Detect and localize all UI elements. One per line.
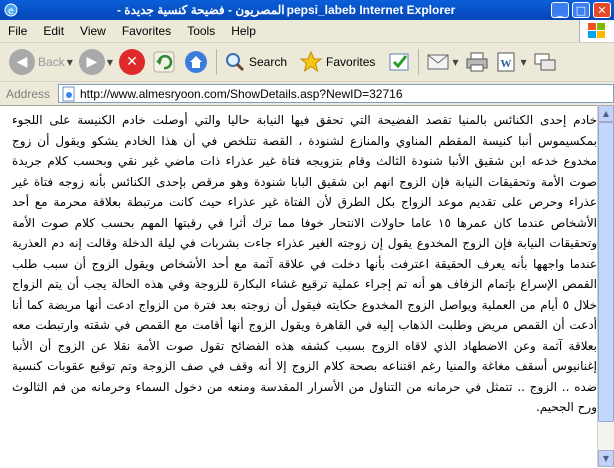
- toolbar-separator: [216, 49, 217, 75]
- forward-dropdown-icon[interactable]: ▼: [106, 57, 113, 67]
- address-input[interactable]: [58, 84, 614, 103]
- history-button[interactable]: [384, 46, 414, 78]
- favorites-button[interactable]: [296, 46, 378, 78]
- window-title-arabic: المصريون - فضيحة كنسية جديدة -: [113, 3, 285, 17]
- vertical-scrollbar[interactable]: [597, 105, 614, 467]
- search-icon: [224, 51, 246, 73]
- ie-logo-icon: [4, 3, 18, 17]
- history-icon: [387, 50, 411, 74]
- search-button[interactable]: [221, 46, 290, 78]
- page-content: [0, 105, 597, 468]
- print-icon: [465, 51, 489, 73]
- menu-favorites[interactable]: Favorites: [121, 24, 172, 38]
- maximize-button[interactable]: □: [572, 2, 590, 18]
- home-icon: [183, 49, 209, 75]
- favorites-label: Favorites: [326, 55, 376, 69]
- address-url: http://www.almesryoon.com/ShowDetails.asp?NewID=32716: [80, 86, 403, 101]
- back-arrow-icon: ◀: [9, 49, 35, 75]
- window-title-main: pepsi_labeb Internet Explorer: [286, 3, 456, 17]
- menu-view[interactable]: View: [80, 24, 106, 38]
- article-body: [12, 110, 597, 418]
- refresh-icon: [151, 49, 177, 75]
- title-bar: [0, 0, 614, 20]
- svg-text:e: e: [7, 6, 15, 17]
- menu-file[interactable]: File: [8, 24, 28, 38]
- scroll-down-icon[interactable]: ▼: [598, 450, 614, 467]
- mail-icon: [426, 51, 450, 73]
- address-bar: [0, 81, 614, 105]
- windows-logo-throbber: [579, 20, 614, 42]
- toolbar-separator: [418, 49, 419, 75]
- toolbar: [0, 43, 614, 81]
- menu-edit[interactable]: Edit: [43, 24, 65, 38]
- refresh-button[interactable]: [148, 46, 180, 78]
- back-dropdown-icon[interactable]: ▼: [66, 57, 73, 67]
- mail-button[interactable]: [423, 46, 461, 78]
- window-title: [18, 3, 551, 17]
- back-label: Back: [38, 55, 65, 69]
- svg-text:W: W: [500, 58, 512, 70]
- article-text: خادم إحدى الكنائس بالمنيا تقصد الفضيحة التي تحقق فيها النيابة حاليا والتي أوصلت خادم الكنيسة على اللجوء بمكسيموس أنبا كنيسة المقطم المناوي والمنازع لشنودة ، القصة تتلخص في أن هذا الخادم يشكو ويقول أن زوج مخدوع خدعه ابن شقيق الأنبا شنودة الثالث وقام بتزويجه فتاة غير عذراء ذات ماضي غير نقي وبحسب كلام جريدة صوت الأمة وتحقيقات النيابة فإن الزوج انهم ابن شقيق البابا شنودة وهو مرقص بإحدى الكنائس بأنه زوجه فتاة غير عذراء وحرص على تقديم موعد الزواج بكل الطرق لأن الفتاة غير عذراء حيث كانت مرتبطة بعلاقة محرمة مع أحد الأشخاص عندما كان عمرها ١٥ عاما حاولات الانتحار خوفا مما ترك أثرا في رقبتها المهم بحسب كلام صوت الأمة وتحقيقات النيابة فإن الزوج المخدوع يقول إن زوجته الغير عذراء جاءت بشربات في ليلة الدخلة وقالت إنه دم العذرية عندما واجهها بأنه يعرف الحقيقة اعترفت بأنها دخلت في علاقة آثمة مع أحد الأشخاص ويقول الزوج أن سبب طلب القمص الإسراع بإتمام الزفاف هو أنه تم إجراء عملية ترقيع غشاء البكارة للزوجة وفي هذه الحالة يجب أن يتم الزواج خلال ٥ أيام من العملية ويواصل الزوج المخدوع حكايته فيقول أن زوجته بعد فترة من الزواج ادعت أنها مريضة كما أنا أدعت أن القمص مريض وطلبت الذهاب إليه في القاهرة ويقول الزوج أنها أقامت مع القمص في شقته وارتبطت معه بعلاقة آثمة وعن الاضطهاد الذي لاقاه الزوج بسبب كشفه هذه الفضائح تقول صوت الأمة نقلا عن الزوج أن الأنبا إغنانيوس أسقف مغاغة والمنيا رغم اقتناعه بصحة كلام الزوج إلا أنه وقف في صف الزوجة وتم توقيع عقوبات كنسية ضده .. الزوج .. تتمثل في حرمانه من التناول من الأسرار المقدسة ومنعه من دخول السماء وحرمانه من فم الثالوث ورح الجحيم.: [12, 113, 597, 414]
- stop-button[interactable]: [116, 46, 148, 78]
- discuss-button[interactable]: [530, 46, 560, 78]
- windows-flag-icon: [586, 22, 608, 40]
- back-button[interactable]: [6, 46, 76, 78]
- edit-word-button[interactable]: [492, 46, 530, 78]
- home-button[interactable]: [180, 46, 212, 78]
- scroll-up-icon[interactable]: ▲: [598, 105, 614, 122]
- mail-dropdown-icon[interactable]: ▼: [452, 57, 459, 67]
- page-icon: [61, 86, 77, 102]
- close-button[interactable]: ✕: [593, 2, 611, 18]
- search-label: Search: [249, 55, 288, 69]
- menu-help[interactable]: Help: [231, 24, 256, 38]
- print-button[interactable]: [462, 46, 492, 78]
- stop-icon: ✕: [119, 49, 145, 75]
- favorites-star-icon: [299, 50, 323, 74]
- menu-bar: [0, 20, 614, 43]
- address-label: Address: [6, 86, 51, 101]
- minimize-button[interactable]: _: [551, 2, 569, 18]
- scroll-thumb[interactable]: [598, 122, 614, 422]
- menu-tools[interactable]: Tools: [187, 24, 216, 38]
- forward-button[interactable]: [76, 46, 116, 78]
- forward-arrow-icon: ▶: [79, 49, 105, 75]
- word-edit-icon: [495, 51, 519, 73]
- edit-dropdown-icon[interactable]: ▼: [520, 57, 527, 67]
- discuss-icon: [533, 51, 557, 73]
